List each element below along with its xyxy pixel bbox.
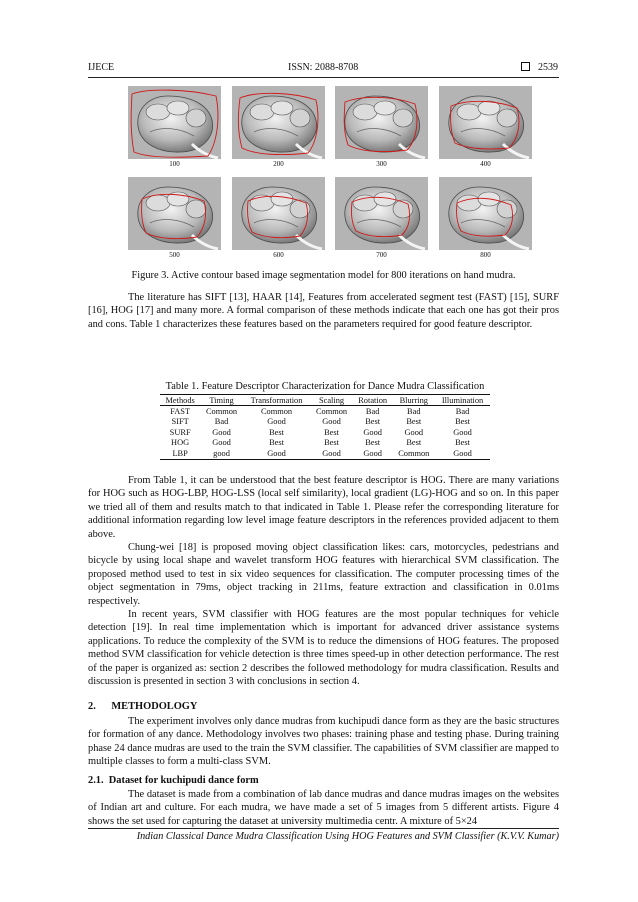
iteration-label: 400 [480, 160, 491, 168]
mudra-segmentation-image [128, 177, 221, 259]
figure-3-grid [128, 86, 532, 260]
table-cell: Best [365, 438, 381, 448]
intro-paragraph: The literature has SIFT [13], HAAR [14], Features from accelerated segment test (FAST) [15], SURF [16], HOG [17] and many more. A formal comparison of these methods indicate that each one has got their pros and cons. Table 1 characterizes these features based on the parameters required for good feature descriptor. [88, 292, 559, 330]
finger [393, 109, 413, 127]
table-1 [160, 394, 490, 460]
section-2-text: The experiment involves only dance mudras from kuchipudi dance form as they are the basic structures for formation of any dance. Methodology involves two phases: training phase and testing phase. During training phase 24 dance mudras are used to the train the SVM classifier. The capabilities of SVM classifier are mapped to multiple classes to form a multi-class SVM. [88, 716, 559, 768]
finger [146, 104, 170, 120]
table-cell: Best [455, 417, 470, 427]
table-cell: good [200, 448, 243, 459]
mudra-segmentation-image [335, 177, 428, 259]
page-number-group [521, 62, 558, 73]
table-cell: SIFT [171, 417, 189, 427]
table-row [160, 406, 490, 417]
iteration-label: 700 [376, 251, 387, 259]
table-cell: Bad [214, 417, 229, 427]
table-cell: Best [406, 438, 422, 448]
table-row [160, 448, 490, 459]
paragraph-3: In recent years, SVM classifier with HOG features are the most popular techniques for vehicle detection [19]. In real time implementation which is important for advanced driver assistance systems applications. To reduce the complexity of the SVM is to reduce the dimensions of HOG features. The proposed method SVM classification for vehicle detection is three times speed-up in other detection performance. The rest of the paper is organized as: section 2 describes the followed methodology for mudra classification. Results and discussion is presented in section 3 with conclusions in section 4. [88, 609, 559, 688]
finger [271, 101, 293, 115]
table-cell: Best [269, 427, 284, 437]
paragraph-2: Chung-wei [18] is proposed moving object classification likes: cars, motorcycles, pedestrians and bicycle by using local shape and wavelet transform HOG features with hierarchical SVM classification. The proposed method used to test in six video sequences for classification. The computer processing times of the object segmentation in 79ms, object tracking in 211ms, feature extraction and classification in 0.01ms respectively. [88, 542, 559, 607]
table-cell: LBP [160, 448, 200, 459]
finger [457, 195, 481, 211]
table-cell: Bad [365, 406, 380, 416]
table-cell: Good [404, 427, 424, 437]
header-rule [88, 77, 559, 78]
table-cell: FAST [170, 406, 191, 416]
finger [167, 101, 189, 115]
col-illumination: Illumination [435, 395, 490, 406]
table-cell: Good [453, 427, 472, 437]
table-cell: Best [455, 438, 470, 448]
issn: ISSN: 2088-8708 [288, 62, 359, 73]
table-cell: Best [269, 438, 284, 448]
mudra-segmentation-image [232, 177, 325, 259]
table-cell: Common [393, 448, 436, 459]
table-row [160, 438, 490, 449]
iteration-label: 100 [169, 160, 180, 168]
finger [271, 192, 293, 206]
table-cell: Bad [407, 406, 421, 416]
col-timing: Timing [200, 395, 243, 406]
section-2-1-text: The dataset is made from a combination of lab dance mudras and dance mudras images on the websites of Indian art and culture. For each mudra, we have made a set of 5 images from 5 different artists. Figure 4 shows the set used for capturing the dataset at university multimedia centr. A mixture of 5×24 [88, 789, 559, 827]
table-cell: Bad [455, 406, 470, 416]
table-cell: Good [243, 448, 310, 459]
running-header [88, 62, 558, 76]
table-cell: Good [435, 448, 490, 459]
iteration-label: 500 [169, 251, 180, 259]
footer-rule [88, 828, 559, 829]
col-scaling: Scaling [310, 395, 353, 406]
finger [374, 101, 396, 115]
col-rotation: Rotation [353, 395, 393, 406]
iteration-label: 300 [376, 160, 387, 168]
finger [457, 104, 481, 120]
table-row [160, 427, 490, 438]
mudra-segmentation-image [335, 86, 428, 168]
table-cell: Good [322, 417, 341, 427]
mudra-segmentation-image [128, 86, 221, 168]
paragraph-1: From Table 1, it can be understood that the best feature descriptor is HOG. There are many variations for HOG such as HOG-LBP, HOG-LSS (local self similarity), local gradient (LG)-HOG and so on. In this paper we tried all of them and results match to that indicated in Table 1. Please refer the corresponding literature for additional information regarding low level image feature descriptors in the references provided adjacent to them above. [88, 475, 559, 540]
finger [497, 200, 517, 218]
col-blurring: Blurring [393, 395, 436, 406]
iteration-label: 200 [273, 160, 284, 168]
finger [186, 200, 206, 218]
table-cell: Best [324, 438, 339, 448]
table-header-row [160, 395, 490, 406]
table-row [160, 417, 490, 428]
col-transformation: Transformation [243, 395, 310, 406]
table-cell: Best [406, 417, 422, 427]
section-2-1-heading: 2.1. Dataset for kuchipudi dance form [88, 775, 259, 786]
figure-3-caption: Figure 3. Active contour based image segmentation model for 800 iterations on hand mudra. [131, 270, 516, 281]
square-bullet-icon [521, 62, 530, 71]
table-cell: Best [324, 427, 339, 437]
running-footer: Indian Classical Dance Mudra Classification Using HOG Features and SVM Classifier (K.V.V. Kumar) [136, 831, 559, 842]
table-cell: Good [310, 448, 353, 459]
mudra-segmentation-image [439, 177, 532, 259]
finger [146, 195, 170, 211]
table-cell: SURF [169, 427, 191, 437]
col-methods: Methods [160, 395, 200, 406]
finger [353, 104, 377, 120]
table-cell: Good [363, 427, 382, 437]
table-cell: Common [260, 406, 293, 416]
finger [290, 109, 310, 127]
mudra-segmentation-image [439, 86, 532, 168]
table-1-caption: Table 1. Feature Descriptor Characterization for Dance Mudra Classification [165, 381, 485, 392]
table-cell: Common [315, 406, 348, 416]
table-cell: Good [212, 438, 231, 448]
table-cell: Good [212, 427, 231, 437]
table-cell: Good [267, 417, 286, 427]
journal-name: IJECE [88, 62, 115, 73]
table-cell: Common [205, 406, 238, 416]
page-number: 2539 [538, 62, 558, 73]
mudra-segmentation-image [232, 86, 325, 168]
finger [250, 104, 274, 120]
table-cell: Best [365, 417, 381, 427]
table-cell: HOG [171, 438, 190, 448]
section-2-heading: 2. METHODOLOGY [88, 701, 198, 712]
iteration-label: 600 [273, 251, 284, 259]
finger [186, 109, 206, 127]
iteration-label: 800 [480, 251, 491, 259]
table-cell: Good [353, 448, 393, 459]
finger [497, 109, 517, 127]
